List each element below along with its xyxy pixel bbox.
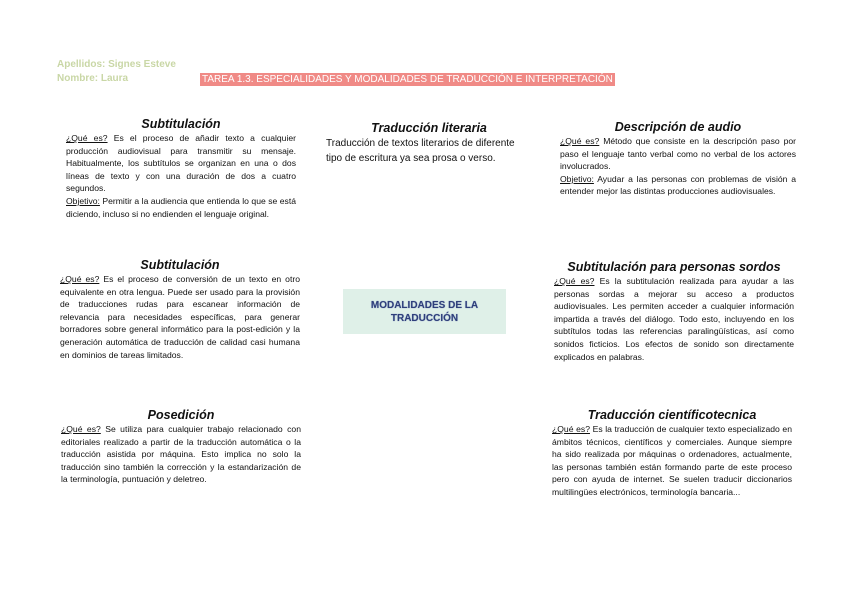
que-es-label: ¿Qué es?	[66, 133, 108, 143]
que-es-label: ¿Qué es?	[552, 424, 590, 434]
posedicion-box	[61, 407, 301, 486]
literaria-box	[326, 120, 532, 166]
sordos-box	[554, 259, 794, 363]
objetivo-text: Ayudar a las personas con problemas de visión a entender mejor las distintas producciones audiovisuales.	[560, 173, 796, 197]
task-title: TAREA 1.3. ESPECIALIDADES Y MODALIDADES DE TRADUCCIÓN E INTERPRETACIÓN	[202, 74, 613, 85]
subtitulacion-definition-1	[66, 132, 296, 195]
subtitulacion-title-2: Subtitulación	[140, 258, 220, 272]
subtitulacion-definition-2	[60, 273, 300, 361]
que-es-text: Es el proceso de conversión de un texto en otro equivalente en otra lengua. Puede ser usado para la provisión de traducciones rudas para escanear información de relevancia para necesidades específicas, para generar borradores sobre general informático para la post-edición y la generación automática de traducción de calidad casi humana en dominios de tareas limitados.	[60, 274, 300, 360]
subtitulacion-box-1	[66, 116, 296, 220]
que-es-label: ¿Qué es?	[554, 276, 595, 286]
name-label: Nombre: Laura	[57, 73, 129, 84]
objetivo-label: Objetivo:	[560, 173, 594, 184]
subtitulacion-box-2	[60, 257, 300, 361]
audio-definition	[560, 135, 796, 173]
cientifico-title: Traducción científicotecnica	[587, 408, 757, 422]
cientifico-box	[552, 407, 792, 499]
que-es-text: Se utiliza para cualquier trabajo relacionado con editoriales realizado a partir de la traducción automática o la traducción asistida por máquina. Esto implica no solo la traducción sino también la corrección y la estandarización de la terminología, puntuación y deletreo.	[61, 424, 301, 485]
que-es-text: Método que consiste en la descripción paso por paso el lenguaje tanto verbal como no verbal de los actores involucrados.	[560, 136, 796, 172]
que-es-label: ¿Qué es?	[60, 274, 100, 284]
que-es-label: ¿Qué es?	[560, 136, 600, 146]
objetivo-text: Permitir a la audiencia que entienda lo que se está diciendo, incluso si no endienden el lenguaje original.	[66, 195, 296, 219]
que-es-text: Es el proceso de añadir texto a cualquier producción audiovisual para transmitir su mensaje. Habitualmente, los subtítulos se organizan en una o dos líneas de texto y con una duración de dos a cuatro segundos.	[66, 133, 296, 194]
objetivo-label: Objetivo:	[66, 195, 100, 206]
sordos-definition	[554, 275, 794, 363]
audio-objective	[560, 173, 796, 198]
que-es-label: ¿Qué es?	[61, 424, 101, 434]
subtitulacion-title-1: Subtitulación	[141, 117, 221, 131]
cientifico-definition	[552, 423, 792, 499]
posedicion-title: Posedición	[147, 408, 215, 422]
surname-label: Apellidos: Signes Esteve	[57, 59, 176, 70]
center-label-line1: MODALIDADES DE LA	[370, 299, 479, 311]
posedicion-definition	[61, 423, 301, 486]
center-label-line2: TRADUCCIÓN	[390, 312, 459, 324]
sordos-title: Subtitulación para personas sordos	[567, 260, 781, 274]
audio-box	[560, 119, 796, 198]
que-es-text: Es la traducción de cualquier texto especializado en ámbitos técnicos, científicos y comerciales. Aunque siempre ha sido realizada por máquinas o ordenadores, actualmente, las personas también están formando parte de este proceso pero con ayuda de internet. Se suelen traducir diccionarios multilingües electrónicos, terminología bancaria...	[552, 424, 792, 497]
que-es-text: Es la subtitulación realizada para ayudar a las personas sordas a mejorar su acceso a productos audiovisuales. Les permiten acceder a cualquier información impartida a través del diálogo. Todo esto, incluyendo en los subtítulos todas las referencias paralingüísticas, así como sonidos ficticios. Los efectos de sonido son directamente explicados en palabras.	[554, 276, 794, 362]
literaria-title: Traducción literaria	[371, 121, 487, 135]
literaria-text: Traducción de textos literarios de diferente tipo de escritura ya sea prosa o verso.	[326, 138, 515, 164]
modalidades-center-box	[343, 289, 506, 334]
subtitulacion-objective-1	[66, 195, 296, 220]
audio-title: Descripción de audio	[614, 120, 742, 134]
